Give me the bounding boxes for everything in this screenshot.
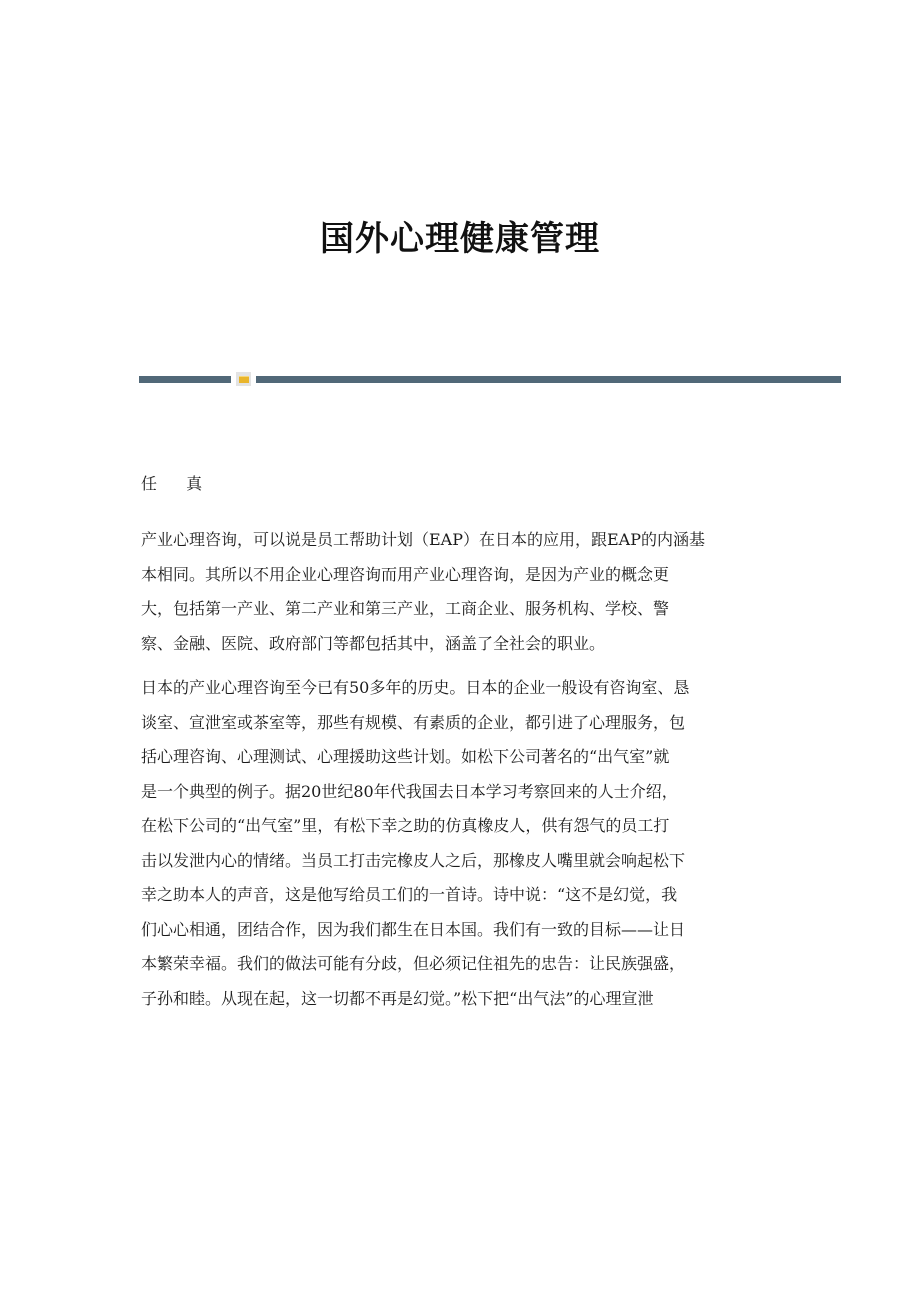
article-body: [141, 523, 781, 1026]
text-line: 谈室、宣泄室或茶室等，那些有规模、有素质的企业，都引进了心理服务，包: [141, 712, 686, 732]
text-line: 察、金融、医院、政府部门等都包括其中，涵盖了全社会的职业。: [141, 633, 606, 653]
paragraph-1: [141, 523, 781, 661]
text-line: 产业心理咨询，可以说是员工帮助计划（EAP）在日本的应用，跟EAP的内涵基: [141, 530, 706, 549]
text-line: 本繁荣幸福。我们的做法可能有分歧，但必须记住祖先的忠告：让民族强盛，: [141, 954, 686, 973]
text-line: 们心心相通，团结合作，因为我们都生在日本国。我们有一致的目标——让日: [141, 919, 686, 939]
text-line: 子孙和睦。从现在起，这一切都不再是幻觉。”松下把“出气法”的心理宣泄: [141, 988, 654, 1008]
text-line: 幸之助本人的声音，这是他写给员工们的一首诗。诗中说：“这不是幻觉，我: [141, 885, 678, 904]
document-title: 国外心理健康管理: [320, 219, 600, 259]
divider-bar-right: [256, 376, 841, 383]
text-line: 本相同。其所以不用企业心理咨询而用产业心理咨询，是因为产业的概念更: [141, 564, 670, 584]
divider-ornament-icon: [236, 372, 251, 386]
text-line: 括心理咨询、心理测试、心理援助这些计划。如松下公司著名的“出气室”就: [141, 747, 670, 766]
text-line: 击以发泄内心的情绪。当员工打击完橡皮人之后，那橡皮人嘴里就会响起松下: [141, 850, 686, 870]
text-line: 日本的产业心理咨询至今已有50多年的历史。日本的企业一般设有咨询室、恳: [141, 678, 690, 697]
section-divider: [139, 372, 841, 386]
divider-bar-left: [139, 376, 231, 383]
text-line: 在松下公司的“出气室”里，有松下幸之助的仿真橡皮人，供有怨气的员工打: [141, 816, 670, 835]
text-line: 大，包括第一产业、第二产业和第三产业，工商企业、服务机构、学校、警: [141, 599, 670, 618]
text-line: 是一个典型的例子。据20世纪80年代我国去日本学习考察回来的人士介绍，: [141, 781, 678, 801]
paragraph-2: [141, 671, 781, 1016]
author-name: 任 真: [141, 474, 215, 493]
